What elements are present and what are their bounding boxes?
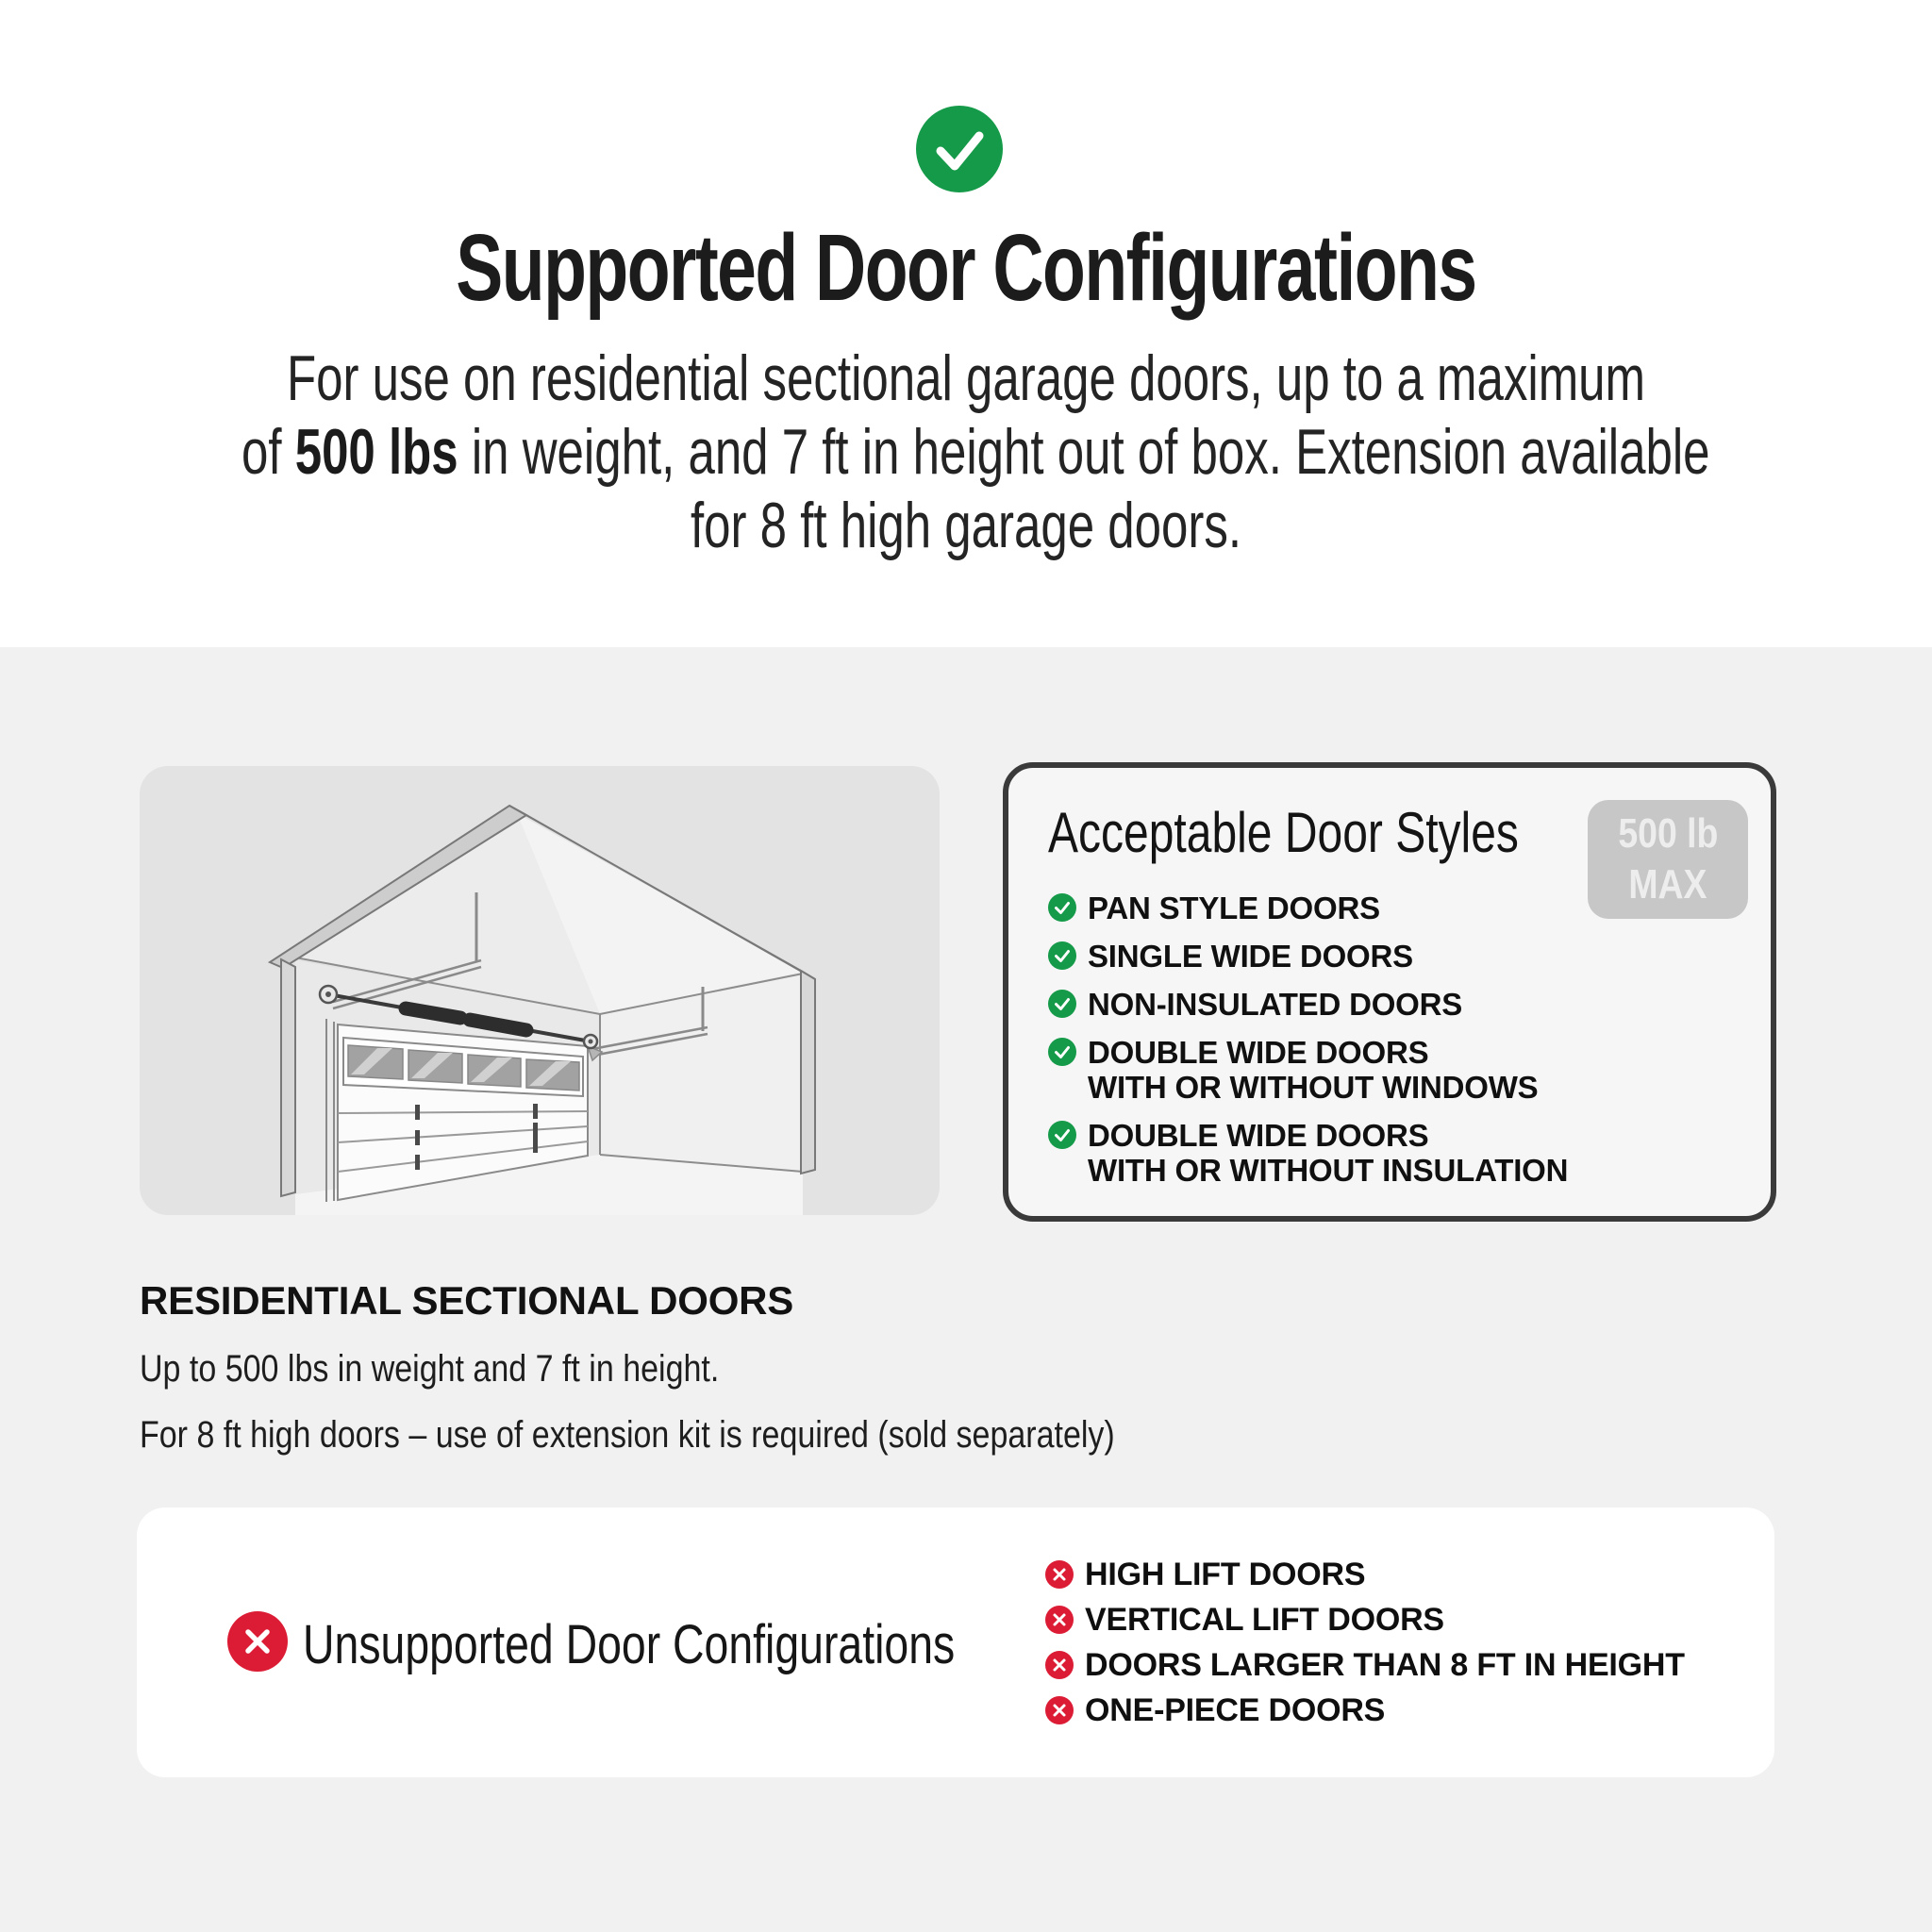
list-item-label: VERTICAL LIFT DOORS xyxy=(1085,1602,1444,1638)
list-item xyxy=(1045,1602,1685,1638)
residential-heading: RESIDENTIAL SECTIONAL DOORS xyxy=(140,1278,794,1323)
unsupported-panel-heading: Unsupported Door Configurations xyxy=(303,1614,956,1675)
list-item xyxy=(1048,891,1752,925)
intro-line-3: for 8 ft high garage doors. xyxy=(690,490,1242,561)
unsupported-items-list xyxy=(1045,1557,1685,1738)
residential-line-2: For 8 ft high doors – use of extension kit is required (sold separately) xyxy=(140,1414,1115,1456)
x-circle-icon xyxy=(1045,1606,1074,1634)
garage-interior-illustration xyxy=(140,766,940,1215)
max-weight-line2: MAX xyxy=(1628,861,1707,908)
residential-sectional-doors-block xyxy=(140,1279,1555,1457)
list-item-label: DOORS LARGER THAN 8 FT IN HEIGHT xyxy=(1085,1647,1685,1683)
check-circle-icon xyxy=(1048,893,1076,922)
max-weight-line1: 500 lb xyxy=(1617,810,1719,857)
list-item xyxy=(1048,1118,1752,1188)
list-item xyxy=(1048,987,1752,1022)
list-item xyxy=(1048,1035,1752,1105)
list-item-subtext: WITH OR WITHOUT INSULATION xyxy=(1088,1153,1569,1188)
list-item xyxy=(1045,1647,1685,1683)
acceptable-panel-heading: Acceptable Door Styles xyxy=(1048,801,1519,864)
list-item-label: ONE-PIECE DOORS xyxy=(1085,1692,1386,1728)
x-circle-icon xyxy=(1045,1560,1074,1589)
list-item xyxy=(1045,1557,1685,1592)
intro-line-2: of 500 lbs in weight, and 7 ft in height out of box. Extension available xyxy=(242,416,1710,488)
check-circle-icon xyxy=(916,106,1003,192)
check-circle-icon xyxy=(1048,1038,1076,1066)
list-item-label: DOUBLE WIDE DOORS WITH OR WITHOUT WINDOWS xyxy=(1088,1035,1539,1105)
list-item-label: PAN STYLE DOORS xyxy=(1088,891,1380,925)
list-item-label: NON-INSULATED DOORS xyxy=(1088,987,1463,1022)
list-item xyxy=(1048,939,1752,974)
check-circle-icon xyxy=(1048,1121,1076,1149)
x-circle-icon xyxy=(1045,1696,1074,1724)
intro-bold-weight: 500 lbs xyxy=(294,416,458,488)
intro-line-1: For use on residential sectional garage doors, up to a maximum xyxy=(286,342,1646,414)
check-circle-icon xyxy=(1048,941,1076,970)
page-title: Supported Door Configurations xyxy=(456,215,1476,321)
garage-line-art xyxy=(140,766,940,1215)
list-item-label: HIGH LIFT DOORS xyxy=(1085,1557,1366,1592)
check-circle-icon xyxy=(1048,990,1076,1018)
header-section xyxy=(0,0,1932,647)
list-item xyxy=(1045,1692,1685,1728)
unsupported-configurations-panel xyxy=(137,1507,1774,1777)
residential-line-1: Up to 500 lbs in weight and 7 ft in height. xyxy=(140,1348,720,1390)
acceptable-door-styles-panel xyxy=(1003,762,1776,1222)
list-item-label: SINGLE WIDE DOORS xyxy=(1088,939,1413,974)
intro-paragraph xyxy=(0,341,1932,562)
x-circle-icon xyxy=(227,1611,288,1672)
x-circle-icon xyxy=(1045,1651,1074,1679)
details-section xyxy=(0,647,1932,1932)
list-item-subtext: WITH OR WITHOUT WINDOWS xyxy=(1088,1070,1539,1105)
acceptable-items-list xyxy=(1048,891,1752,1201)
list-item-label: DOUBLE WIDE DOORS WITH OR WITHOUT INSULATION xyxy=(1088,1118,1569,1188)
